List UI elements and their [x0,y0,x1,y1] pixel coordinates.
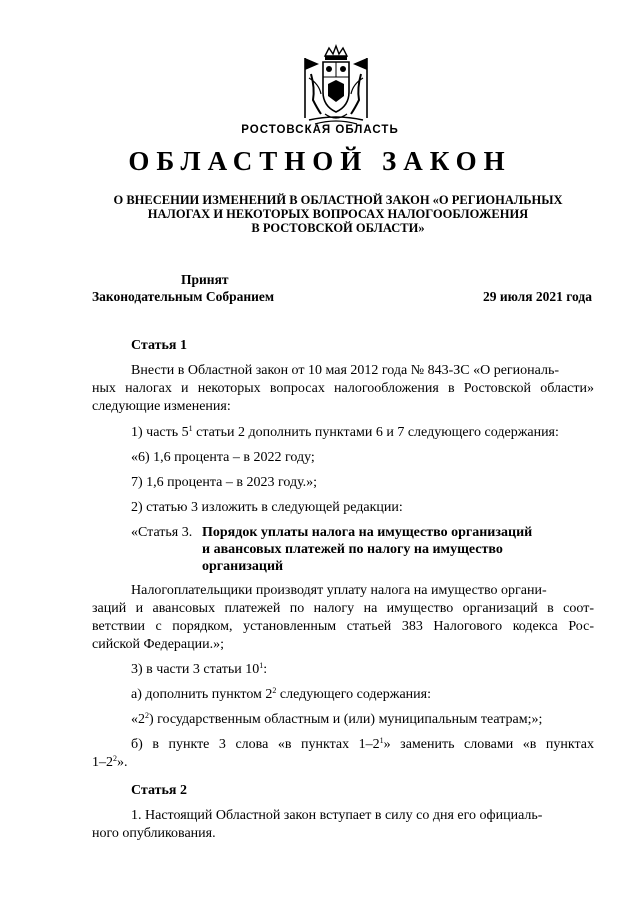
amendment-subitem-b-continued: $1-2^2$». [92,754,128,770]
new-article-body-line: Налогоплательщики производят уплату налога на имущество органи- [131,583,547,598]
coat-of-arms-emblem [295,44,377,130]
amendment-item-3: 3) в части 3 статьи $10^1$: [131,661,268,677]
amendment-point-6: «6) 1,6 процента – в 2022 году; [131,450,315,465]
new-article-body-line: заций и авансовых платежей по налогу на имущество организаций в соот- [92,601,594,616]
region-name: РОСТОВСКАЯ ОБЛАСТЬ [241,124,399,136]
new-article-body-line: ветствии с порядком, установленным статьей 383 Налогового кодекса Рос- [92,619,594,634]
legislative-body-name: Законодательным Собранием [92,289,275,304]
subject-line: НАЛОГАХ И НЕКОТОРЫХ ВОПРОСАХ НАЛОГООБЛОЖЕНИЯ [147,207,529,221]
subject-line: В РОСТОВСКОЙ ОБЛАСТИ» [251,221,425,235]
adopted-label: Принят [181,272,229,287]
subject-line: О ВНЕСЕНИИ ИЗМЕНЕНИЙ В ОБЛАСТНОЙ ЗАКОН «О РЕГИОНАЛЬНЫХ [113,193,563,207]
new-article-body-line: сийской Федерации.»; [92,637,225,652]
amendment-subitem-a: а) дополнить пунктом $2^2$ следующего содержания: [131,686,431,702]
article-2-title: Статья 2 [131,783,187,798]
article-1-title: Статья 1 [131,338,187,353]
new-article-title-line: Порядок уплаты налога на имущество организаций [202,525,533,540]
amendment-item-1: 1) часть $5^1$ статьи 2 дополнить пунктами 6 и 7 следующего содержания: [131,424,559,440]
amendment-point-7: 7) 1,6 процента – в 2023 году.»; [131,475,318,490]
new-article-title-line: организаций [202,559,284,574]
law-type-title: ОБЛАСТНОЙ ЗАКОН [128,146,512,176]
amendment-item-2: 2) статью 3 изложить в следующей редакции: [131,500,403,515]
article-1-intro-line: Внести в Областной закон от 10 мая 2012 года № 843-ЗС «О региональ- [131,363,560,378]
article-1-intro-line: следующие изменения: [92,399,231,414]
law-subject-heading [100,193,576,235]
article-2-paragraph-line: 1. Настоящий Областной закон вступает в силу со дня его официаль- [131,808,543,823]
new-article-label: «Статья 3. [131,525,193,540]
article-1-intro-line: ных налогах и некоторых вопросах налогообложения в Ростовской области» [92,381,594,396]
new-article-title-line: и авансовых платежей по налогу на имущество [202,542,503,557]
amendment-subitem-b: б) в пункте 3 слова «в пунктах $1-2^1$» заменить словами «в пунктах [131,736,594,752]
amendment-quoted-point: «$2^2$) государственным областным и (или) муниципальным театрам;»; [131,711,543,727]
article-2-paragraph-line: ного опубликования. [92,826,216,841]
adoption-date: 29 июля 2021 года [483,289,592,304]
